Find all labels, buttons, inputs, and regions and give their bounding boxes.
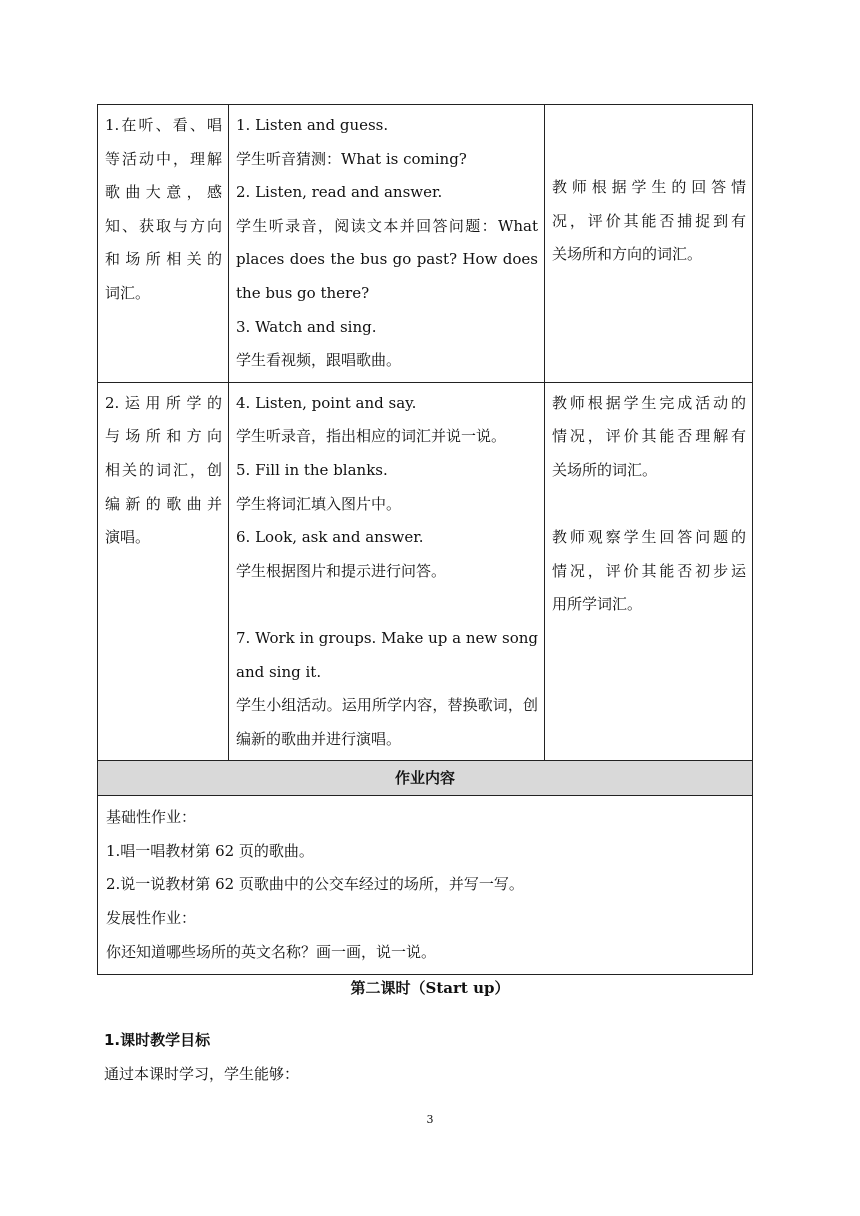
- evaluation-line: 用所学词汇。: [552, 595, 643, 614]
- goal-line: 1.在听、看、唱: [105, 116, 222, 134]
- activity-line: 3. Watch and sing.: [236, 317, 377, 336]
- homework-line: 你还知道哪些场所的英文名称？画一画，说一说。: [106, 942, 437, 961]
- evaluation-line: 情况，评价其能否理解有: [552, 427, 746, 446]
- goal-cell: [98, 382, 229, 761]
- activity-line: 5. Fill in the blanks.: [236, 460, 388, 479]
- evaluation-line: 教师观察学生回答问题的: [552, 528, 746, 547]
- activity-line: 1. Listen and guess.: [236, 116, 389, 134]
- goal-line: 演唱。: [105, 528, 151, 547]
- homework-line: 发展性作业：: [106, 909, 197, 928]
- homework-cell: [98, 796, 753, 975]
- goal-cell: [98, 105, 229, 383]
- evaluation-line: 教师根据学生的回答情: [552, 178, 746, 196]
- goal-line: 2.运用所学的: [105, 393, 222, 412]
- evaluation-line: 关场所的词汇。: [552, 460, 658, 479]
- activity-line: 学生看视频，跟唱歌曲。: [236, 351, 402, 370]
- goal-line: 等活动中，理解: [105, 149, 222, 168]
- goal-line: 与场所和方向: [105, 427, 222, 446]
- goal-line: 词汇。: [105, 283, 151, 302]
- evaluation-line: 况，评价其能否捕捉到有: [552, 211, 746, 230]
- evaluation-cell: [545, 382, 753, 761]
- homework-header: 作业内容: [98, 761, 753, 796]
- activity-cell: [229, 382, 545, 761]
- goal-line: 歌曲大意，感: [105, 183, 222, 202]
- goal-line: 相关的词汇，创: [105, 460, 222, 479]
- homework-line: 1.唱一唱教材第 62 页的歌曲。: [106, 841, 314, 860]
- activity-line: 6. Look, ask and answer.: [236, 528, 424, 547]
- page-number: 3: [426, 1113, 434, 1126]
- activity-line: 学生将词汇填入图片中。: [236, 494, 402, 513]
- lesson-title: 第二课时（Start up）: [350, 979, 510, 997]
- activity-line: 学生听音猜测：What is coming?: [236, 149, 467, 168]
- activity-line: 学生听录音，阅读文本并回答问题：What places does the bus go past? How does the bus go there?: [236, 216, 538, 302]
- table-row: [98, 382, 753, 761]
- activity-line: 学生听录音，指出相应的词汇并说一说。: [236, 427, 507, 446]
- goal-line: 编新的歌曲并: [105, 494, 222, 513]
- activity-line: 学生小组活动。运用所学内容，替换歌词，创编新的歌曲并进行演唱。: [236, 696, 538, 748]
- evaluation-cell: [545, 105, 753, 383]
- homework-row: [98, 796, 753, 975]
- evaluation-line: 关场所和方向的词汇。: [552, 245, 703, 264]
- lesson-plan-table: [97, 104, 753, 975]
- evaluation-line: 情况，评价其能否初步运: [552, 561, 746, 580]
- activity-line: 2. Listen, read and answer.: [236, 183, 443, 202]
- section-heading: 1.课时教学目标: [104, 1031, 211, 1049]
- homework-line: 基础性作业：: [106, 808, 197, 827]
- evaluation-line: 教师根据学生完成活动的: [552, 393, 746, 412]
- homework-line: 2.说一说教材第 62 页歌曲中的公交车经过的场所，并写一写。: [106, 875, 524, 894]
- goal-line: 和场所相关的: [105, 250, 222, 269]
- homework-header-row: [98, 761, 753, 796]
- table-row: [98, 105, 753, 383]
- activity-cell: [229, 105, 545, 383]
- activity-line: 学生根据图片和提示进行问答。: [236, 561, 447, 580]
- activity-line: 7. Work in groups. Make up a new song and sing it.: [236, 628, 538, 681]
- goal-line: 知、获取与方向: [105, 216, 222, 235]
- intro-paragraph: 通过本课时学习，学生能够：: [104, 1065, 300, 1083]
- activity-line: 4. Listen, point and say.: [236, 393, 417, 412]
